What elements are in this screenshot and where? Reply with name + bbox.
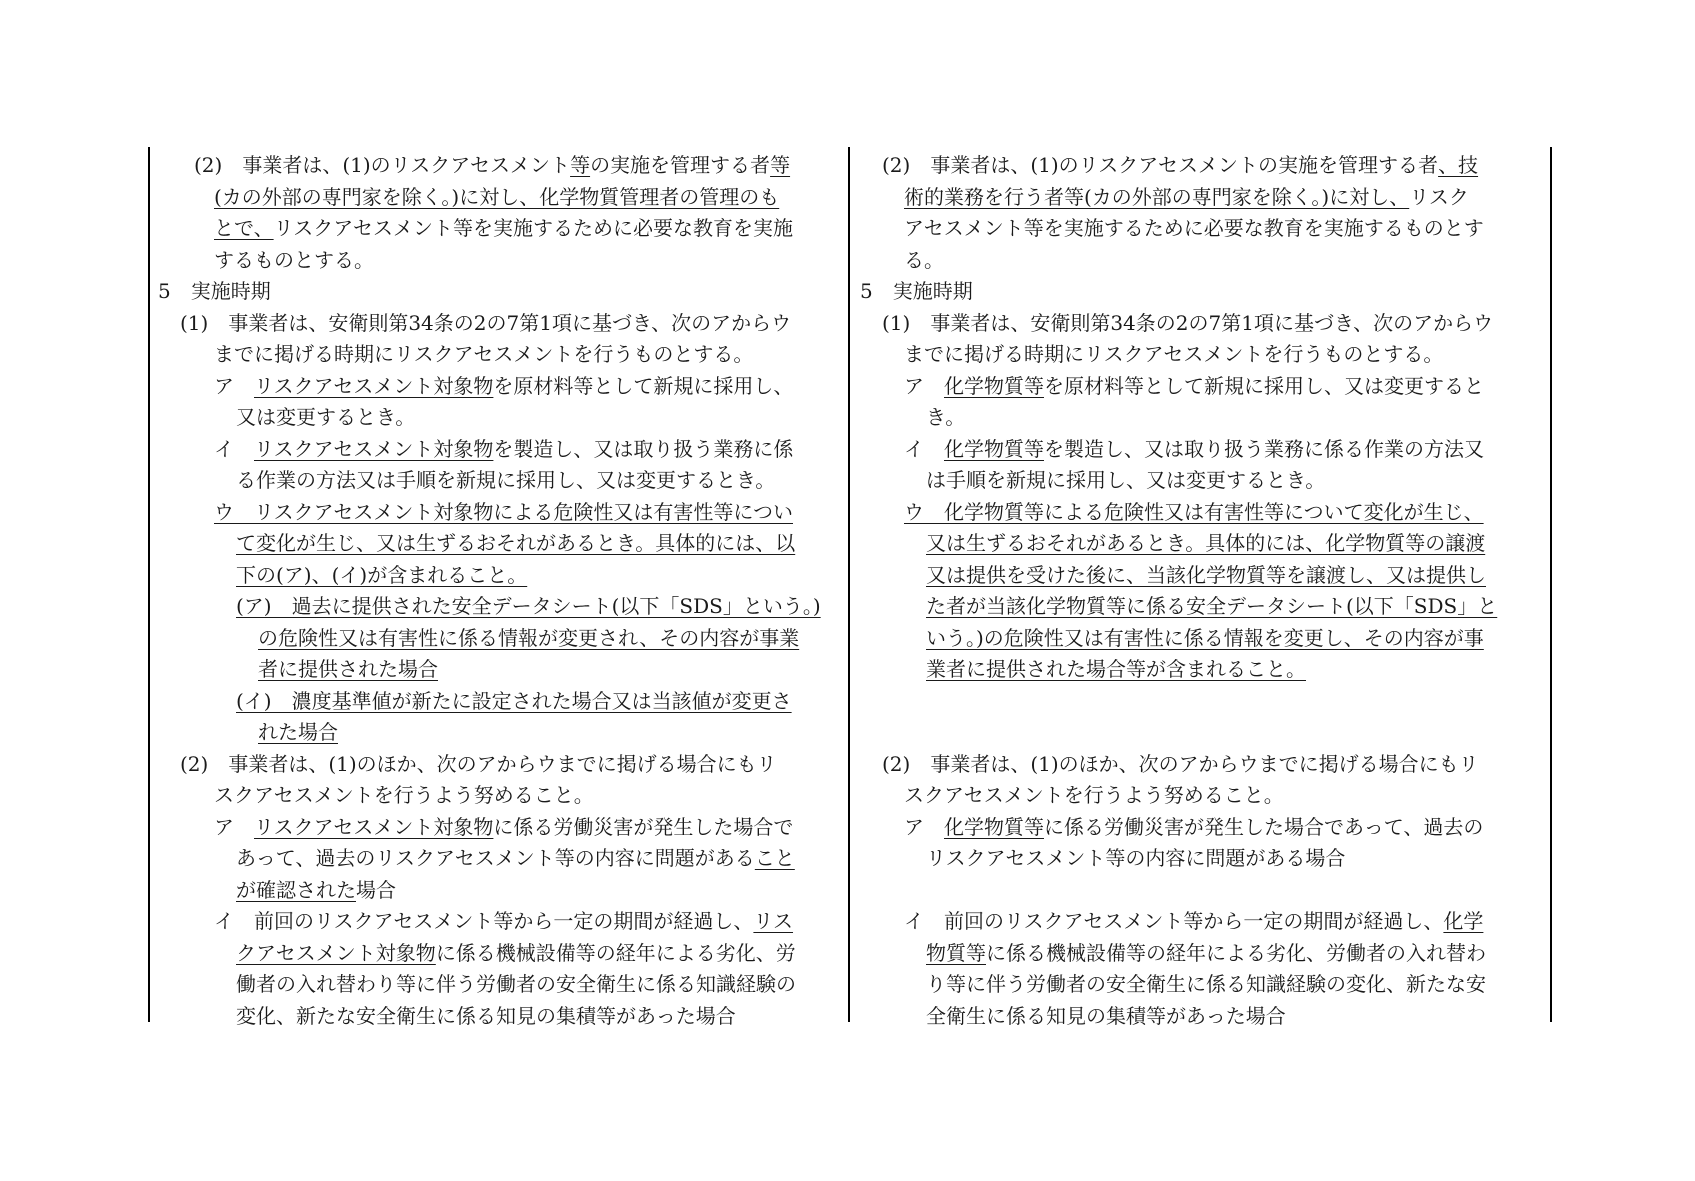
text-line: [158, 906, 836, 938]
underlined-revision-text: 業者に提供された場合等が含まれること。: [926, 657, 1306, 681]
underlined-revision-text: 術的業務を行う者等(カの外部の専門家を除く。)に対し、: [904, 184, 1410, 209]
text-segment: の実施を管理する者: [590, 153, 771, 177]
underlined-revision-text: こと: [754, 846, 795, 870]
text-line: [860, 371, 1542, 403]
underlined-revision-text: 化学物質等: [944, 436, 1044, 461]
text-line: [860, 213, 1542, 245]
text-line: [158, 843, 836, 875]
text-segment: (2) 事業者は、(1)のほか、次のアからウまでに掲げる場合にもリ: [882, 751, 1479, 776]
text-line: [158, 150, 836, 182]
text-line: [860, 276, 1542, 308]
text-line: [158, 182, 836, 214]
text-line: [860, 749, 1542, 781]
underlined-revision-text: いう。)の危険性又は有害性に係る情報を変更し、その内容が事: [926, 625, 1484, 650]
underlined-revision-text: 又は生ずるおそれがあるとき。具体的には、化学物質等の譲渡: [926, 531, 1486, 555]
underlined-revision-text: 等: [570, 153, 591, 177]
text-segment: (1) 事業者は、安衛則第34条の2の7第1項に基づき、次のアからウ: [882, 310, 1494, 335]
text-line: [158, 276, 836, 308]
text-segment: 5 実施時期: [158, 279, 271, 303]
text-line: [860, 465, 1542, 497]
text-segment: あって、過去のリスクアセスメント等の内容に問題がある: [236, 846, 755, 870]
text-line: [860, 497, 1542, 529]
underlined-revision-text: 又は提供を受けた後に、当該化学物質等を譲渡し、又は提供し: [926, 562, 1486, 587]
text-segment: までに掲げる時期にリスクアセスメントを行うものとする。: [214, 342, 754, 366]
text-segment: アセスメント等を実施するために必要な教育を実施するものとす: [904, 216, 1484, 240]
text-line: [158, 686, 836, 718]
text-line: [158, 938, 836, 970]
text-line: [158, 780, 836, 812]
text-line: [860, 528, 1542, 560]
text-segment: ア: [904, 373, 944, 398]
text-line: [860, 812, 1542, 844]
blank-spacer: [860, 875, 1542, 907]
text-segment: る作業の方法又は手順を新規に採用し、又は変更するとき。: [236, 468, 776, 492]
text-line: [158, 245, 836, 277]
text-segment: スクアセスメントを行うよう努めること。: [214, 783, 594, 807]
text-segment: (2) 事業者は、(1)のリスクアセスメントの実施を管理する者: [882, 153, 1439, 177]
right-column-current-text: [860, 150, 1542, 1032]
text-segment: イ 前回のリスクアセスメント等から一定の期間が経過し、: [214, 909, 754, 933]
text-segment: までに掲げる時期にリスクアセスメントを行うものとする。: [904, 342, 1444, 366]
text-line: [860, 245, 1542, 277]
text-segment: を原材料等として新規に採用し、: [493, 373, 794, 398]
underlined-revision-text: リス: [753, 909, 794, 933]
text-line: [158, 875, 836, 907]
text-line: [158, 497, 836, 529]
text-segment: ア: [214, 814, 254, 839]
text-segment: 場合: [356, 877, 396, 902]
text-segment: に係る機械設備等の経年による劣化、労働者の入れ替わ: [986, 940, 1486, 965]
text-line: [158, 560, 836, 592]
underlined-revision-text: た者が当該化学物質等に係る安全データシート(以下「SDS」と: [926, 594, 1498, 618]
text-segment: ア: [214, 373, 254, 398]
underlined-revision-text: リスクアセスメント対象物: [254, 436, 494, 461]
blank-spacer: [860, 686, 1542, 718]
text-segment: (1) 事業者は、安衛則第34条の2の7第1項に基づき、次のアからウ: [180, 310, 792, 335]
text-segment: リスクアセスメント等の内容に問題がある場合: [926, 846, 1346, 870]
text-line: [158, 717, 836, 749]
text-line: [860, 938, 1542, 970]
text-segment: は手順を新規に採用し、又は変更するとき。: [926, 468, 1326, 492]
text-segment: (2) 事業者は、(1)のリスクアセスメント: [194, 153, 571, 177]
text-segment: イ: [214, 436, 254, 461]
text-segment: 働者の入れ替わり等に伴う労働者の安全衛生に係る知識経験の: [236, 972, 796, 996]
text-segment: を原材料等として新規に採用し、又は変更すると: [1044, 373, 1484, 398]
underlined-revision-text: 、技: [1438, 153, 1479, 177]
text-line: [860, 402, 1542, 434]
center-divider-rule: [848, 147, 850, 1022]
underlined-revision-text: リスクアセスメント対象物: [254, 814, 494, 839]
text-line: [860, 591, 1542, 623]
underlined-revision-text: クアセスメント対象物: [236, 940, 436, 965]
underlined-revision-text: れた場合: [258, 720, 338, 744]
text-line: [860, 434, 1542, 466]
text-line: [158, 308, 836, 340]
underlined-revision-text: 下の(ア)、(イ)が含まれること。: [236, 562, 528, 587]
text-segment: に係る労働災害が発生した場合であって、過去の: [1044, 814, 1484, 839]
text-line: [860, 654, 1542, 686]
text-segment: スクアセスメントを行うよう努めること。: [904, 783, 1284, 807]
underlined-revision-text: ウ リスクアセスメント対象物による危険性又は有害性等につい: [214, 499, 793, 524]
text-segment: イ 前回のリスクアセスメント等から一定の期間が経過し、: [904, 909, 1444, 933]
text-line: [158, 213, 836, 245]
text-line: [860, 560, 1542, 592]
right-border-rule: [1550, 147, 1552, 1022]
text-line: [860, 1001, 1542, 1033]
text-line: [860, 182, 1542, 214]
underlined-revision-text: ウ 化学物質等による危険性又は有害性等について変化が生じ、: [904, 499, 1484, 524]
text-line: [860, 969, 1542, 1001]
underlined-revision-text: 化学物質等: [944, 373, 1044, 398]
underlined-revision-text: 者に提供された場合: [258, 657, 438, 681]
text-segment: するものとする。: [214, 247, 374, 272]
underlined-revision-text: リスクアセスメント対象物: [254, 373, 494, 398]
text-segment: を製造し、又は取り扱う業務に係: [493, 436, 794, 461]
text-segment: 5 実施時期: [860, 279, 973, 303]
text-line: [158, 654, 836, 686]
text-segment: に係る機械設備等の経年による劣化、労: [435, 940, 796, 965]
text-segment: リスク: [1409, 184, 1469, 209]
text-line: [158, 339, 836, 371]
text-segment: り等に伴う労働者の安全衛生に係る知識経験の変化、新たな安: [926, 972, 1486, 996]
text-segment: イ: [904, 436, 944, 461]
text-segment: 全衛生に係る知見の集積等があった場合: [926, 1003, 1286, 1028]
underlined-revision-text: (カの外部の専門家を除く。)に対し、化学物質管理者の管理のも: [214, 184, 780, 209]
text-line: [158, 1001, 836, 1033]
text-segment: ア: [904, 814, 944, 839]
underlined-revision-text: 化学: [1443, 909, 1484, 933]
text-segment: に係る労働災害が発生した場合で: [493, 814, 794, 839]
left-column-revised-text: [158, 150, 836, 1032]
text-line: [158, 591, 836, 623]
underlined-revision-text: 化学物質等: [944, 814, 1044, 839]
left-border-rule: [148, 147, 150, 1022]
text-line: [860, 308, 1542, 340]
underlined-revision-text: 物質等: [926, 940, 986, 965]
text-segment: 変化、新たな安全衛生に係る知見の集積等があった場合: [236, 1003, 736, 1028]
text-line: [860, 150, 1542, 182]
text-line: [158, 402, 836, 434]
blank-spacer: [860, 717, 1542, 749]
text-line: [860, 906, 1542, 938]
text-segment: 又は変更するとき。: [236, 405, 416, 429]
text-line: [158, 812, 836, 844]
underlined-revision-text: の危険性又は有害性に係る情報が変更され、その内容が事業: [258, 625, 800, 650]
text-segment: を製造し、又は取り扱う業務に係る作業の方法又: [1044, 436, 1484, 461]
text-line: [860, 780, 1542, 812]
underlined-revision-text: が確認された: [236, 877, 356, 902]
text-segment: リスクアセスメント等を実施するために必要な教育を実施: [273, 216, 794, 240]
text-segment: き。: [926, 405, 966, 429]
underlined-revision-text: て変化が生じ、又は生ずるおそれがあるとき。具体的には、以: [236, 531, 796, 555]
underlined-revision-text: (ア) 過去に提供された安全データシート(以下「SDS」という。): [236, 594, 821, 618]
text-line: [158, 749, 836, 781]
text-line: [158, 465, 836, 497]
text-line: [860, 623, 1542, 655]
text-segment: る。: [904, 247, 944, 272]
text-line: [158, 371, 836, 403]
underlined-revision-text: とで、: [214, 216, 274, 240]
text-line: [158, 528, 836, 560]
underlined-revision-text: (イ) 濃度基準値が新たに設定された場合又は当該値が変更さ: [236, 688, 792, 713]
text-line: [860, 339, 1542, 371]
text-line: [158, 969, 836, 1001]
text-line: [860, 843, 1542, 875]
text-line: [158, 434, 836, 466]
text-segment: (2) 事業者は、(1)のほか、次のアからウまでに掲げる場合にもリ: [180, 751, 777, 776]
underlined-revision-text: 等: [770, 153, 791, 177]
text-line: [158, 623, 836, 655]
